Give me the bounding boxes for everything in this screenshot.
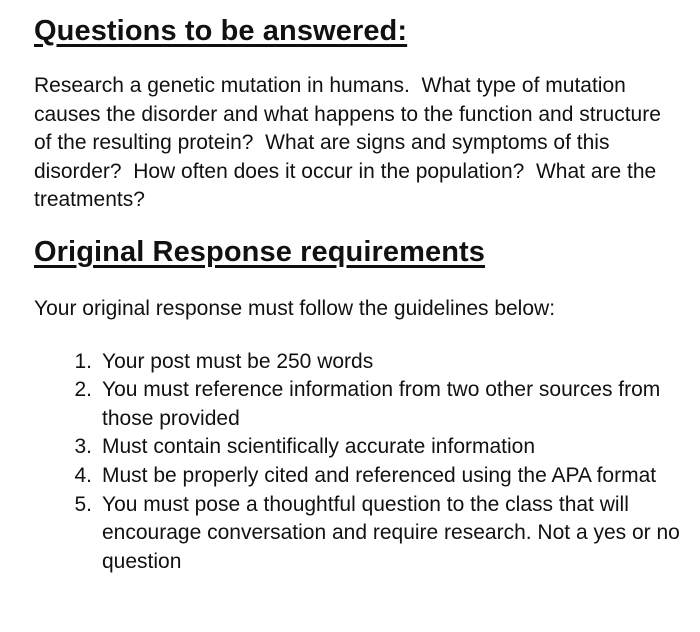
questions-heading: Questions to be answered: bbox=[34, 15, 408, 47]
requirement-item: Must contain scientifically accurate information bbox=[102, 435, 536, 459]
requirement-item: Must be properly cited and referenced using the APA format bbox=[102, 463, 657, 487]
guidelines-intro: Your original response must follow the guidelines below: bbox=[34, 296, 556, 320]
questions-paragraph: Research a genetic mutation in humans. What type of mutation causes the disorder and what happens to the function and structure of the resulting protein? What are signs and symptoms of this disorder? How often does it occur in the population? What are the treatments? bbox=[34, 74, 667, 212]
requirement-item: You must pose a thoughtful question to the class that will encourage conversation and require research. Not a yes or no question bbox=[102, 492, 680, 573]
original-response-heading: Original Response requirements bbox=[34, 235, 486, 268]
requirements-list bbox=[34, 348, 680, 577]
requirement-item: Your post must be 250 words bbox=[102, 349, 374, 373]
requirement-item: You must reference information from two other sources from those provided bbox=[102, 378, 661, 430]
